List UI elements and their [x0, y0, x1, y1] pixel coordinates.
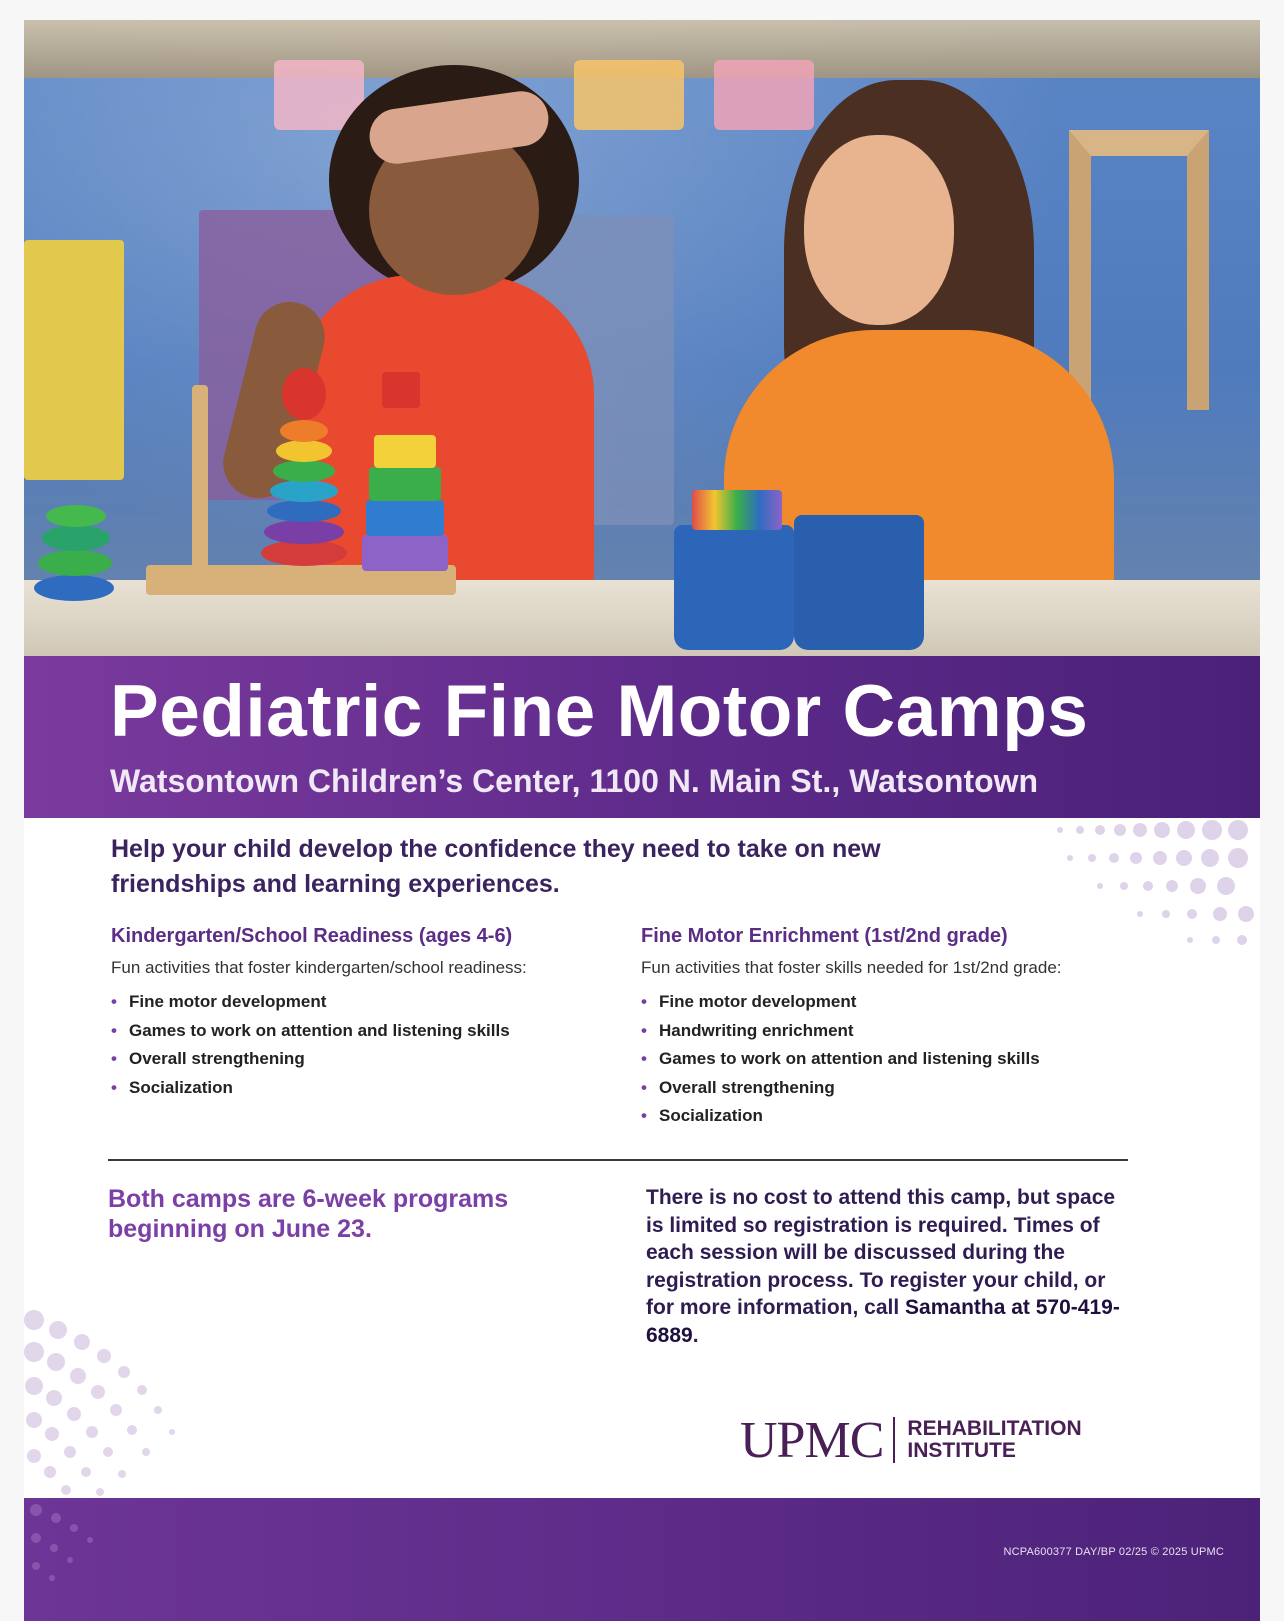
program-enrichment — [641, 925, 1161, 1131]
ring — [273, 460, 335, 482]
intro-text: Help your child develop the confidence they need to take on new friendships and learning experiences. — [111, 835, 881, 898]
logo-wordmark: UPMC — [740, 1411, 884, 1469]
crayon-basket — [674, 525, 794, 650]
wooden-stool — [1069, 130, 1209, 410]
decorative-dots-bottom-left — [24, 1300, 244, 1500]
program-list — [111, 988, 611, 1102]
registration-text — [646, 1184, 1126, 1349]
decorative-dots-footer — [24, 1498, 224, 1621]
title-band — [24, 656, 1260, 818]
ring — [276, 440, 332, 462]
stacker-pole — [192, 385, 208, 570]
ring — [280, 420, 328, 442]
list-item: • Overall strengthening — [111, 1045, 611, 1074]
list-item: • Socialization — [111, 1074, 611, 1103]
list-item: • Fine motor development — [641, 988, 1161, 1017]
list-item: • Socialization — [641, 1102, 1161, 1131]
footer-band — [24, 1498, 1260, 1621]
stack-block — [369, 467, 441, 501]
list-item: • Overall strengthening — [641, 1074, 1161, 1103]
program-lead: Fun activities that foster skills needed for 1st/2nd grade: — [641, 958, 1062, 977]
adult-face — [804, 135, 954, 325]
ring — [46, 505, 106, 527]
stack-block — [374, 435, 436, 468]
section-divider — [108, 1159, 1128, 1161]
schedule-text: Both camps are 6-week programs beginning on June 23. — [108, 1185, 509, 1243]
registration-end: . — [692, 1323, 699, 1347]
logo-line-2: INSTITUTE — [907, 1439, 1016, 1462]
list-item: • Games to work on attention and listening skills — [111, 1017, 611, 1046]
location-subtitle: Watsontown Children’s Center, 1100 N. Main St., Watsontown — [110, 763, 1039, 799]
flyer-page — [24, 20, 1260, 1621]
stack-block — [362, 535, 448, 571]
footer-code: NCPA600377 DAY/BP 02/25 © 2025 UPMC — [1003, 1546, 1224, 1558]
list-item: • Fine motor development — [111, 988, 611, 1017]
ring — [282, 368, 326, 420]
program-title: Kindergarten/School Readiness (ages 4-6) — [111, 925, 513, 947]
ring — [34, 575, 114, 601]
program-list — [641, 988, 1161, 1131]
ring — [42, 525, 110, 551]
crayons — [692, 490, 782, 530]
wall-poster — [24, 240, 124, 480]
ring — [38, 550, 112, 576]
page-title: Pediatric Fine Motor Camps — [110, 671, 1089, 752]
program-lead: Fun activities that foster kindergarten/school readiness: — [111, 958, 527, 977]
stack-block — [382, 372, 420, 408]
stack-block — [366, 500, 444, 536]
logo-line-1: REHABILITATION — [907, 1417, 1082, 1440]
upmc-logo — [740, 1410, 1082, 1470]
program-kindergarten — [111, 925, 611, 1102]
logo-subtitle — [907, 1418, 1081, 1462]
ring — [270, 480, 338, 502]
ring — [267, 500, 341, 522]
list-item: • Games to work on attention and listening skills — [641, 1045, 1161, 1074]
hanging-artwork — [574, 60, 684, 130]
hero-photo — [24, 20, 1260, 656]
program-title: Fine Motor Enrichment (1st/2nd grade) — [641, 925, 1008, 947]
crayon-basket — [794, 515, 924, 650]
list-item: • Handwriting enrichment — [641, 1017, 1161, 1046]
hanging-artwork — [714, 60, 814, 130]
registration-body: There is no cost to attend this camp, but space is limited so registration is required. Times of each session will be discussed during the registration process. To register your child, or for more information, call — [646, 1186, 1116, 1319]
logo-separator — [893, 1417, 895, 1463]
ring — [264, 520, 344, 544]
contact-phone: Samantha at 570-419-6889 — [646, 1296, 1120, 1347]
